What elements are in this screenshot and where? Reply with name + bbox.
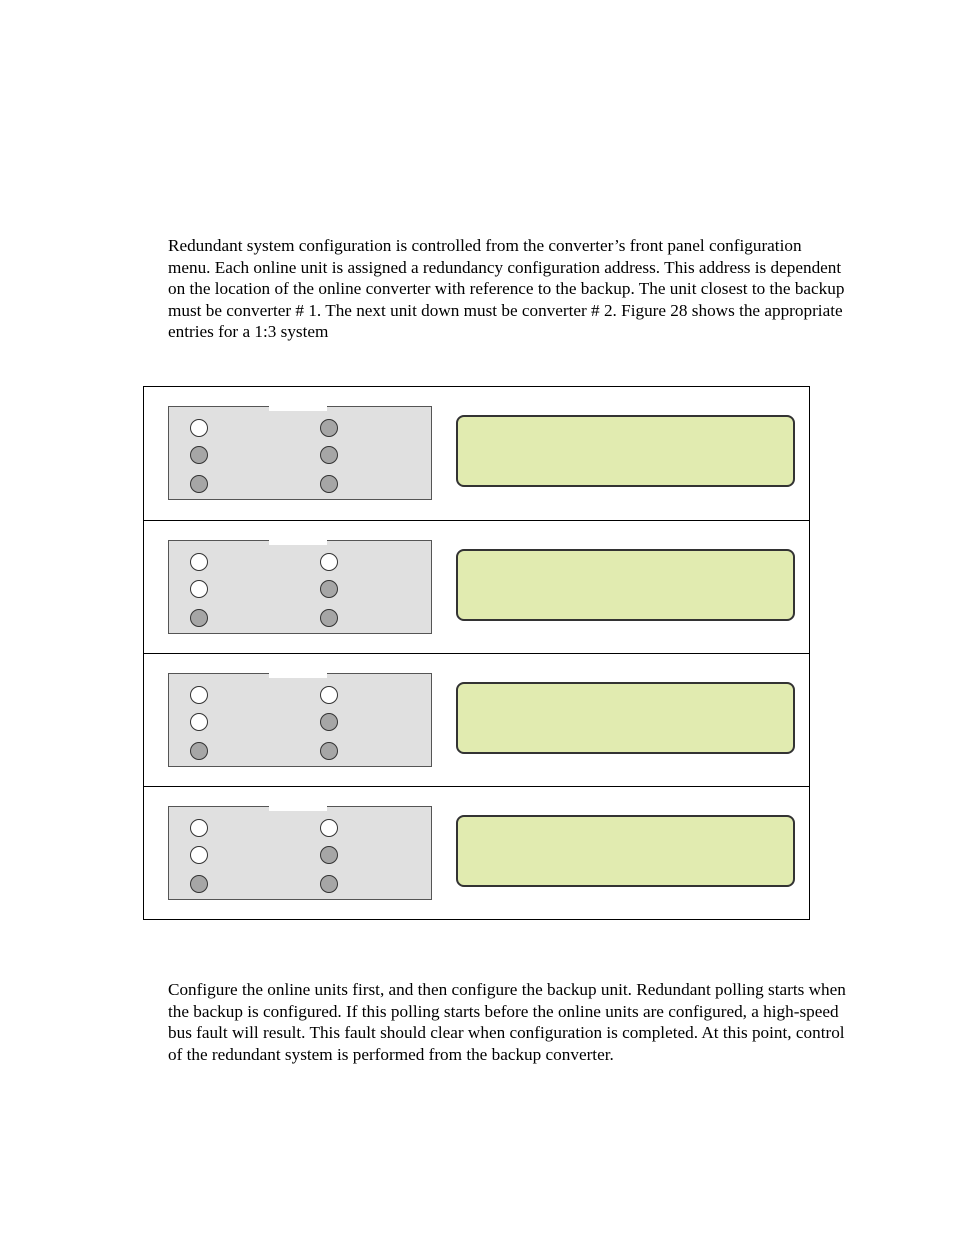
led-panel <box>168 540 432 634</box>
led-panel <box>168 673 432 767</box>
outro-paragraph: Configure the online units first, and then configure the backup unit. Redundant polling starts when the backup is configured. If this polling starts before the online units are configured, a high-speed bus fault will result. This fault should clear when configuration is completed. At this point, control of the redundant system is performed from the backup converter. <box>168 980 846 1064</box>
panel-notch <box>269 405 327 411</box>
lcd-display <box>456 815 795 887</box>
led-indicator-right <box>320 742 338 760</box>
led-indicator-right <box>320 553 338 571</box>
led-indicator-right <box>320 446 338 464</box>
led-indicator-right <box>320 875 338 893</box>
lcd-display <box>456 682 795 754</box>
converter-unit-row <box>144 387 809 520</box>
converter-unit-row <box>144 520 809 654</box>
led-indicator-right <box>320 713 338 731</box>
led-indicator-right <box>320 609 338 627</box>
led-indicator-right <box>320 475 338 493</box>
led-panel <box>168 806 432 900</box>
lcd-display <box>456 549 795 621</box>
led-indicator-right <box>320 819 338 837</box>
panel-notch <box>269 539 327 545</box>
led-indicator-right <box>320 580 338 598</box>
converter-unit-row <box>144 653 809 787</box>
led-indicator-left <box>190 742 208 760</box>
led-indicator-right <box>320 686 338 704</box>
led-indicator-left <box>190 446 208 464</box>
intro-paragraph: Redundant system configuration is controlled from the converter’s front panel configuration menu. Each online unit is assigned a redundancy configuration address. This address is dependent on the location of the online converter with reference to the backup. The unit closest to the backup must be converter # 1. The next unit down must be converter # 2. Figure 28 shows the appropriate entries for a 1:3 system <box>168 236 845 342</box>
led-indicator-left <box>190 475 208 493</box>
led-indicator-left <box>190 875 208 893</box>
led-indicator-left <box>190 609 208 627</box>
led-indicator-left <box>190 846 208 864</box>
converter-unit-row <box>144 786 809 920</box>
redundancy-figure <box>143 386 810 920</box>
panel-notch <box>269 805 327 811</box>
lcd-display <box>456 415 795 487</box>
led-indicator-left <box>190 580 208 598</box>
led-panel <box>168 406 432 500</box>
led-indicator-right <box>320 419 338 437</box>
led-indicator-left <box>190 419 208 437</box>
led-indicator-right <box>320 846 338 864</box>
led-indicator-left <box>190 819 208 837</box>
led-indicator-left <box>190 713 208 731</box>
led-indicator-left <box>190 553 208 571</box>
led-indicator-left <box>190 686 208 704</box>
panel-notch <box>269 672 327 678</box>
